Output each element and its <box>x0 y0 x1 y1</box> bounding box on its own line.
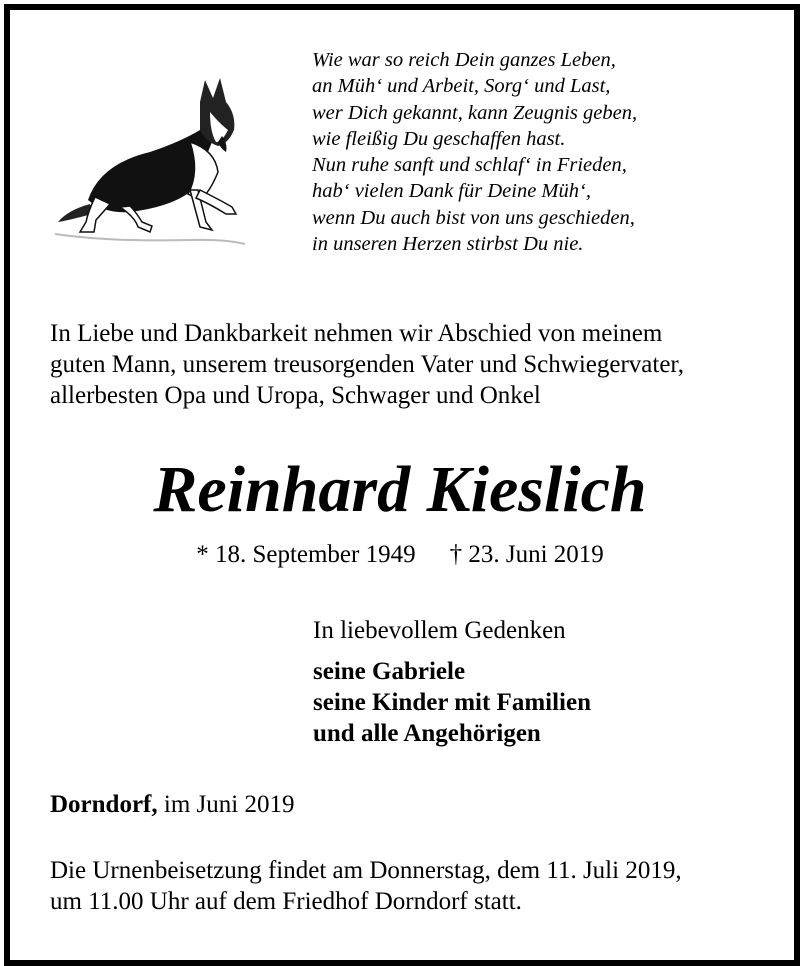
intro-line: allerbesten Opa und Uropa, Schwager und Onkel <box>50 382 541 409</box>
intro-line: In Liebe und Dankbarkeit nehmen wir Abschied von meinem <box>50 320 663 347</box>
mourner-line: seine Gabriele <box>313 658 466 685</box>
poem-line: in unseren Herzen stirbst Du nie. <box>312 233 584 256</box>
intro-line: guten Mann, unserem treusorgenden Vater und Schwiegervater, <box>50 351 684 378</box>
poem-line: wenn Du auch bist von uns geschieden, <box>312 206 635 229</box>
life-dates <box>0 540 800 570</box>
funeral-line: Die Urnenbeisetzung findet am Donnerstag, dem 11. Juli 2019, <box>50 857 682 884</box>
birth-date: * 18. September 1949 <box>196 541 416 568</box>
poem-line: wer Dich gekannt, kann Zeugnis geben, <box>312 101 638 124</box>
memorial-block <box>313 615 591 749</box>
place-date <box>50 790 294 820</box>
deceased-name: Reinhard Kieslich <box>153 453 647 526</box>
poem-line: Nun ruhe sanft und schlaf‘ in Frieden, <box>312 154 627 177</box>
poem-line: Wie war so reich Dein ganzes Leben, <box>312 49 616 71</box>
shepherd-dog-icon <box>50 72 250 252</box>
farewell-intro <box>50 318 684 411</box>
mourner-line: seine Kinder mit Familien <box>313 689 591 716</box>
death-date: † 23. Juni 2019 <box>449 541 604 568</box>
poem <box>312 47 637 257</box>
memorial-heading: In liebevollem Gedenken <box>313 617 566 644</box>
poem-line: wie fleißig Du geschaffen hast. <box>312 127 566 150</box>
place-town: Dorndorf, <box>50 791 158 818</box>
place-month: im Juni 2019 <box>163 791 295 818</box>
funeral-line: um 11.00 Uhr auf dem Friedhof Dorndorf statt. <box>50 888 522 915</box>
funeral-info <box>50 855 682 917</box>
poem-line: hab‘ vielen Dank für Deine Müh‘, <box>312 180 591 203</box>
mourner-line: und alle Angehörigen <box>313 720 541 747</box>
poem-line: an Müh‘ und Arbeit, Sorg‘ und Last, <box>312 75 611 98</box>
